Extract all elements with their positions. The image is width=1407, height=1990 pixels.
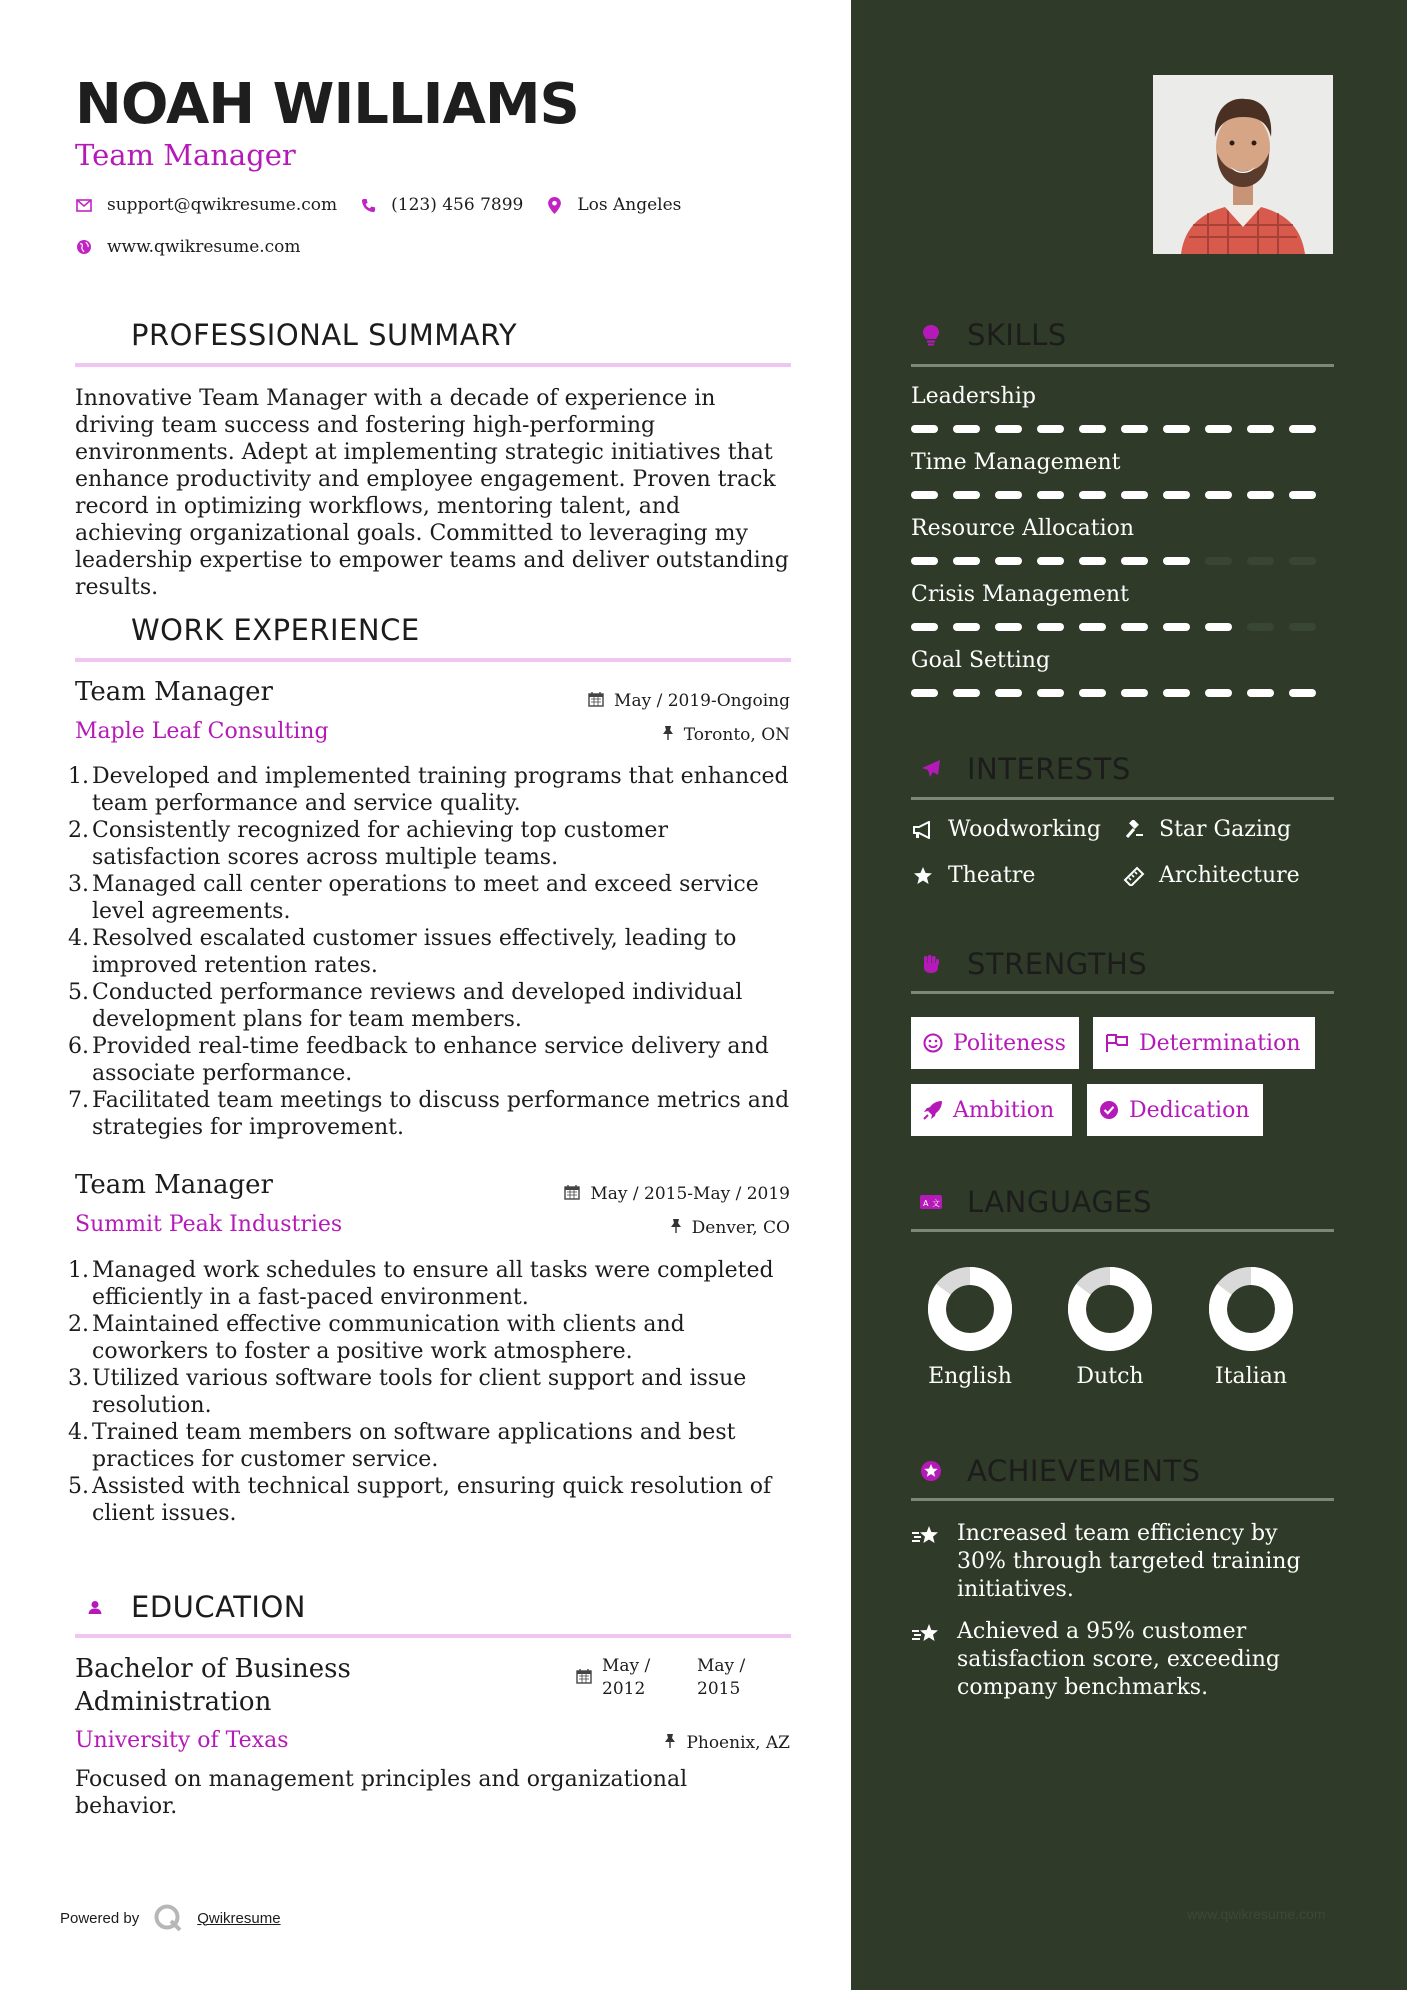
contact-email[interactable] <box>75 195 337 215</box>
list-item: 1. Developed and implemented training programs that enhanced team performance and service quality. <box>68 764 789 816</box>
skill-name: Resource Allocation <box>911 516 1135 541</box>
contact-location <box>545 195 681 215</box>
language-item <box>910 1266 1030 1389</box>
lightbulb-icon <box>911 315 951 355</box>
skill-segment <box>911 689 938 697</box>
skill-segment <box>1121 623 1148 631</box>
summary-heading <box>75 315 517 355</box>
office-chair-icon <box>75 610 115 650</box>
flags-icon <box>1105 1033 1129 1053</box>
skill-segment <box>1205 557 1232 565</box>
skill-name: Leadership <box>911 384 1036 409</box>
achievement-item <box>911 1618 1331 1702</box>
education-description: Focused on management principles and organizational behavior. <box>75 1767 688 1819</box>
strengths-rule <box>911 991 1334 994</box>
job-1-title: Team Manager <box>75 677 273 707</box>
calendar-icon <box>564 1184 580 1204</box>
skill-segment <box>1121 689 1148 697</box>
language-item <box>1191 1266 1311 1389</box>
email-text: support@qwikresume.com <box>107 195 338 215</box>
ruler-pencil-icon <box>1122 866 1146 886</box>
language-name: Italian <box>1214 1364 1287 1389</box>
interest-label: Architecture <box>1159 863 1300 888</box>
skill-segment <box>911 425 938 433</box>
achievements-rule <box>911 1498 1334 1501</box>
skills-heading <box>911 315 1067 355</box>
education-title: EDUCATION <box>131 1590 307 1624</box>
education-end: May / 2015 <box>697 1656 746 1699</box>
map-pin-icon <box>545 196 563 214</box>
footer-powered-by <box>60 1903 281 1933</box>
interest-item <box>1122 863 1300 888</box>
list-item: 2. Consistently recognized for achieving top customer satisfaction scores across multiple teams. <box>68 818 668 870</box>
education-start: May / 2012 <box>602 1656 651 1699</box>
skill-segment <box>953 425 980 433</box>
bullhorn-icon <box>911 821 935 839</box>
strength-badge <box>911 1084 1072 1136</box>
skill-segment <box>1247 689 1274 697</box>
language-item <box>1050 1266 1170 1389</box>
list-item: 3. Managed call center operations to meet and exceed service level agreements. <box>68 872 759 924</box>
interests-title: INTERESTS <box>967 752 1131 786</box>
achievement-item <box>911 1520 1331 1604</box>
pushpin-icon <box>670 1218 682 1238</box>
website-text: www.qwikresume.com <box>107 237 301 257</box>
interests-heading <box>911 749 1131 789</box>
job-2-title: Team Manager <box>75 1170 273 1200</box>
contact-info <box>75 194 815 278</box>
job-1-dates <box>588 691 790 711</box>
skill-segment <box>1247 491 1274 499</box>
skill-name: Crisis Management <box>911 582 1129 607</box>
skill-level-bar <box>911 425 1331 433</box>
languages-rule <box>911 1229 1334 1232</box>
smile-icon <box>923 1033 943 1053</box>
paper-plane-icon <box>911 749 951 789</box>
list-item: 1. Managed work schedules to ensure all tasks were completed efficiently in a fast-paced environment. <box>68 1258 774 1310</box>
skill-segment <box>911 491 938 499</box>
languages-heading <box>911 1182 1152 1222</box>
achievement-text: Achieved a 95% customer satisfaction score, exceeding company benchmarks. <box>957 1619 1280 1700</box>
user-icon <box>75 315 115 355</box>
gavel-icon <box>1122 820 1146 840</box>
contact-website[interactable] <box>75 237 301 257</box>
skill-segment <box>1247 557 1274 565</box>
svg-text:A: A <box>923 1199 929 1208</box>
globe-icon <box>75 238 93 256</box>
skill-segment <box>1205 491 1232 499</box>
interest-label: Theatre <box>948 863 1036 888</box>
skill-level-bar <box>911 557 1331 565</box>
experience-title: WORK EXPERIENCE <box>131 613 420 647</box>
skill-segment <box>1079 623 1106 631</box>
job-2-location <box>670 1218 790 1238</box>
skill-segment <box>995 557 1022 565</box>
skills-title: SKILLS <box>967 318 1067 352</box>
achievement-text: Increased team efficiency by 30% through targeted training initiatives. <box>957 1521 1301 1602</box>
powered-by-text: Powered by <box>60 1909 140 1927</box>
interest-item <box>1122 817 1291 842</box>
skill-segment <box>953 623 980 631</box>
skill-segment <box>1037 689 1064 697</box>
skill-segment <box>953 557 980 565</box>
skill-segment <box>1163 425 1190 433</box>
summary-text: Innovative Team Manager with a decade of experience in driving team success and fostering high-performing environments. Adept at implementing strategic initiatives that enhance productivity and employee engagement. Proven track record in optimizing workflows, mentoring talent, and achieving organizational goals. Committed to leveraging my leadership expertise to empower teams and deliver outstanding results. <box>75 386 789 600</box>
list-item: 7. Facilitated team meetings to discuss performance metrics and strategies for improvement. <box>68 1088 790 1140</box>
education-location <box>664 1733 790 1753</box>
envelope-icon <box>75 196 93 214</box>
skill-segment <box>1247 623 1274 631</box>
profile-photo <box>1153 75 1333 254</box>
list-item: 3. Utilized various software tools for client support and issue resolution. <box>68 1366 747 1418</box>
experience-rule <box>75 658 791 662</box>
achievements-heading <box>911 1451 1201 1491</box>
phone-icon <box>359 196 377 214</box>
interest-label: Woodworking <box>948 817 1101 842</box>
job-1-location <box>662 725 790 745</box>
skill-segment <box>1289 557 1316 565</box>
candidate-name: NOAH WILLIAMS <box>75 72 579 137</box>
language-level-ring <box>1067 1266 1153 1352</box>
skill-segment <box>1037 491 1064 499</box>
calendar-icon <box>588 691 604 711</box>
skill-segment <box>953 491 980 499</box>
interest-item <box>911 817 1101 842</box>
skill-segment <box>953 689 980 697</box>
skill-segment <box>911 557 938 565</box>
strength-label: Dedication <box>1129 1097 1250 1123</box>
strength-label: Ambition <box>953 1097 1055 1123</box>
skill-level-bar <box>911 491 1331 499</box>
skill-segment <box>1247 425 1274 433</box>
skill-segment <box>1289 689 1316 697</box>
skill-name: Goal Setting <box>911 648 1051 673</box>
skill-segment <box>1121 557 1148 565</box>
skill-segment <box>1163 623 1190 631</box>
star-icon <box>911 866 935 886</box>
graduate-icon <box>75 1587 115 1627</box>
summary-title: PROFESSIONAL SUMMARY <box>131 318 518 352</box>
interest-item <box>911 863 1035 888</box>
rocket-icon <box>923 1100 943 1120</box>
school-name: University of Texas <box>75 1728 289 1753</box>
star-badge-icon <box>911 1451 951 1491</box>
phone-text: (123) 456 7899 <box>391 195 524 215</box>
pushpin-icon <box>662 725 674 745</box>
job-1-dates-text: May / 2019-Ongoing <box>614 691 790 711</box>
list-item: 5. Conducted performance reviews and developed individual development plans for team members. <box>68 980 743 1032</box>
shooting-star-icon <box>911 1520 941 1604</box>
job-1-location-text: Toronto, ON <box>683 725 790 745</box>
skill-name: Time Management <box>911 450 1121 475</box>
languages-title: LANGUAGES <box>967 1185 1153 1219</box>
skill-segment <box>1205 689 1232 697</box>
check-circle-icon <box>1099 1100 1119 1120</box>
list-item: 4. Resolved escalated customer issues effectively, leading to improved retention rates. <box>68 926 737 978</box>
svg-text:文: 文 <box>932 1199 940 1208</box>
strength-badge <box>1093 1017 1315 1069</box>
education-location-text: Phoenix, AZ <box>686 1733 790 1753</box>
job-1-company: Maple Leaf Consulting <box>75 719 329 744</box>
strength-label: Determination <box>1139 1030 1301 1056</box>
job-2-location-text: Denver, CO <box>691 1218 790 1238</box>
skill-segment <box>1163 689 1190 697</box>
skill-segment <box>1037 623 1064 631</box>
skill-segment <box>911 623 938 631</box>
skill-segment <box>1205 425 1232 433</box>
skill-segment <box>995 491 1022 499</box>
skill-segment <box>995 623 1022 631</box>
list-item: 5. Assisted with technical support, ensuring quick resolution of client issues. <box>68 1474 772 1526</box>
education-dates <box>576 1655 792 1701</box>
interest-label: Star Gazing <box>1159 817 1292 842</box>
list-item: 2. Maintained effective communication with clients and coworkers to foster a positive work atmosphere. <box>68 1312 685 1364</box>
skill-level-bar <box>911 623 1331 631</box>
calendar-icon <box>576 1667 592 1701</box>
list-item: 4. Trained team members on software applications and best practices for customer service. <box>68 1420 736 1472</box>
pushpin-icon <box>664 1733 676 1753</box>
strength-badge <box>911 1017 1079 1069</box>
job-2-dates <box>564 1184 790 1204</box>
contact-phone[interactable] <box>359 195 523 215</box>
skill-segment <box>995 689 1022 697</box>
skill-segment <box>1037 557 1064 565</box>
language-level-ring <box>927 1266 1013 1352</box>
candidate-role: Team Manager <box>75 138 296 172</box>
achievements-title: ACHIEVEMENTS <box>967 1454 1201 1488</box>
sidebar-footer-url: www.qwikresume.com <box>1187 1906 1326 1922</box>
qwikresume-logo-icon <box>153 1903 183 1933</box>
fist-icon <box>911 944 951 984</box>
location-text: Los Angeles <box>577 195 682 215</box>
skill-level-bar <box>911 689 1331 697</box>
skill-segment <box>1289 623 1316 631</box>
language-name: English <box>928 1364 1012 1389</box>
education-heading <box>75 1587 306 1627</box>
interests-rule <box>911 797 1334 800</box>
skill-segment <box>1079 689 1106 697</box>
skill-segment <box>1121 425 1148 433</box>
skill-segment <box>1037 425 1064 433</box>
skill-segment <box>1079 425 1106 433</box>
strength-badge <box>1087 1084 1263 1136</box>
skill-segment <box>1079 491 1106 499</box>
skill-segment <box>1163 491 1190 499</box>
skill-segment <box>1121 491 1148 499</box>
job-1-bullets <box>68 763 798 1141</box>
language-name: Dutch <box>1076 1364 1144 1389</box>
strengths-heading <box>911 944 1147 984</box>
strengths-title: STRENGTHS <box>967 947 1148 981</box>
job-2-dates-text: May / 2015-May / 2019 <box>590 1184 790 1204</box>
list-item: 6. Provided real-time feedback to enhance service delivery and associate performance. <box>68 1034 769 1086</box>
skill-segment <box>1289 425 1316 433</box>
degree-title: Bachelor of Business Administration <box>75 1654 351 1717</box>
strength-label: Politeness <box>953 1030 1066 1056</box>
translate-icon <box>911 1182 951 1222</box>
job-2-company: Summit Peak Industries <box>75 1212 343 1237</box>
language-level-ring <box>1208 1266 1294 1352</box>
skill-segment <box>1163 557 1190 565</box>
skills-rule <box>911 364 1334 367</box>
skill-segment <box>1205 623 1232 631</box>
summary-rule <box>75 363 791 367</box>
shooting-star-icon <box>911 1618 941 1702</box>
qwikresume-link[interactable]: Qwikresume <box>197 1909 281 1927</box>
skill-segment <box>1289 491 1316 499</box>
job-2-bullets <box>68 1257 798 1527</box>
skill-segment <box>1079 557 1106 565</box>
education-rule <box>75 1634 791 1638</box>
skill-segment <box>995 425 1022 433</box>
experience-heading <box>75 610 420 650</box>
